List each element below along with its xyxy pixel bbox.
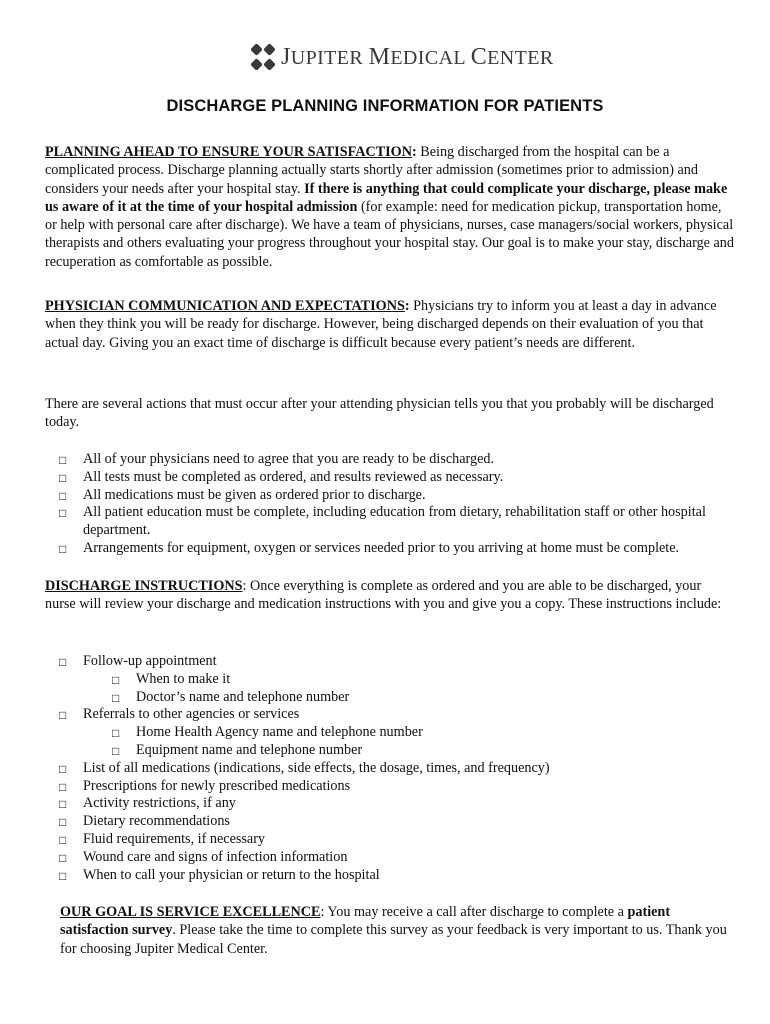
checkbox-icon: □ — [59, 815, 67, 830]
checkbox-icon: □ — [59, 470, 67, 485]
checkbox-icon: □ — [59, 708, 67, 723]
list-subitem: □ Home Health Agency name and telephone number — [112, 724, 423, 741]
checkbox-icon: □ — [59, 868, 67, 883]
checkbox-icon: □ — [59, 797, 67, 812]
section-discharge-instructions: DISCHARGE INSTRUCTIONS: Once everything is complete as ordered and you are able to be discharged, your nurse will review your discharge and medication instructions with you and give you a copy. These instructions include: — [45, 578, 722, 613]
section-planning-ahead: PLANNING AHEAD TO ENSURE YOUR SATISFACTION: Being discharged from the hospital can be a complicated process. Discharge planning actually starts shortly after admission (sometimes prior to admission) and considers your needs after your hospital stay. If there is anything that could complicate your discharge, please make us aware of it at the time of your hospital admission (for example: need for medication pickup, transportation home, or help with personal care after discharge). We have a team of physicians, nurses, case managers/social workers, physical therapists and others evaluating your progress throughout your hospital stay. Our goal is to make your stay, discharge and recuperation as comfortable as possible. — [45, 144, 734, 270]
section-service-excellence: OUR GOAL IS SERVICE EXCELLENCE: You may receive a call after discharge to complete a patient satisfaction survey. Please take the time to complete this survey as your feedback is very important to us. Thank you for choosing Jupiter Medical Center. — [60, 904, 727, 957]
page-title: DISCHARGE PLANNING INFORMATION FOR PATIENTS — [166, 97, 604, 115]
checkbox-icon: □ — [112, 690, 120, 705]
checkbox-icon: □ — [112, 672, 120, 687]
list-item: □ Arrangements for equipment, oxygen or services needed prior to you arriving at home must be complete. — [59, 539, 680, 556]
section-heading: PHYSICIAN COMMUNICATION AND EXPECTATIONS — [45, 298, 405, 314]
list-item: □ All medications must be given as ordered prior to discharge. — [59, 486, 426, 503]
list-item: □ When to call your physician or return to the hospital — [59, 866, 380, 883]
header-logo — [251, 44, 554, 70]
checkbox-icon: □ — [59, 832, 67, 847]
list-item: □ Dietary recommendations — [59, 813, 230, 830]
instructions-checklist — [0, 653, 720, 884]
checkbox-icon: □ — [59, 506, 67, 521]
checkbox-icon: □ — [112, 743, 120, 758]
checkbox-icon: □ — [59, 655, 67, 669]
logo-mark-icon — [251, 44, 275, 70]
list-item: □ All patient education must be complete, including education from dietary, rehabilitation staff or other hospital department. — [59, 504, 706, 539]
actions-checklist — [0, 451, 720, 558]
list-subitem: □ When to make it — [112, 670, 231, 687]
list-item: □ Follow-up appointment — [59, 653, 217, 669]
list-subitem: □ Equipment name and telephone number — [112, 741, 363, 758]
section-heading: PLANNING AHEAD TO ENSURE YOUR SATISFACTION — [45, 144, 412, 160]
checkbox-icon: □ — [112, 726, 120, 741]
checkbox-icon: □ — [59, 761, 67, 776]
list-item: □ List of all medications (indications, side effects, the dosage, times, and frequency) — [59, 759, 550, 776]
list-item: □ All tests must be completed as ordered, and results reviewed as necessary. — [59, 468, 504, 485]
checkbox-icon: □ — [59, 541, 67, 556]
checkbox-icon: □ — [59, 850, 67, 865]
section-physician-communication: PHYSICIAN COMMUNICATION AND EXPECTATIONS: Physicians try to inform you at least a day in advance when they think you will be ready for discharge. However, being discharged depends on their evaluation of you that actual day. Giving you an exact time of discharge is difficult because every patient’s needs are different. — [45, 298, 717, 351]
section-heading: OUR GOAL IS SERVICE EXCELLENCE — [60, 904, 321, 920]
list-item: □ Referrals to other agencies or services — [59, 706, 300, 723]
checkbox-icon: □ — [59, 779, 67, 794]
list-item: □ Activity restrictions, if any — [59, 795, 236, 812]
checkbox-icon: □ — [59, 488, 67, 503]
section-actions-intro: There are several actions that must occur after your attending physician tells you that you probably will be discharged today. — [45, 396, 714, 431]
checkbox-icon: □ — [59, 453, 67, 467]
list-item: □ Wound care and signs of infection information — [59, 848, 348, 865]
list-subitem: □ Doctor’s name and telephone number — [112, 688, 350, 705]
org-name: JUPITER MEDICAL CENTER — [281, 43, 554, 70]
list-item: □ Prescriptions for newly prescribed medications — [59, 777, 351, 794]
list-item: □ Fluid requirements, if necessary — [59, 830, 266, 847]
list-item: □ All of your physicians need to agree that you are ready to be discharged. — [59, 451, 495, 467]
section-heading: DISCHARGE INSTRUCTIONS — [45, 578, 243, 594]
